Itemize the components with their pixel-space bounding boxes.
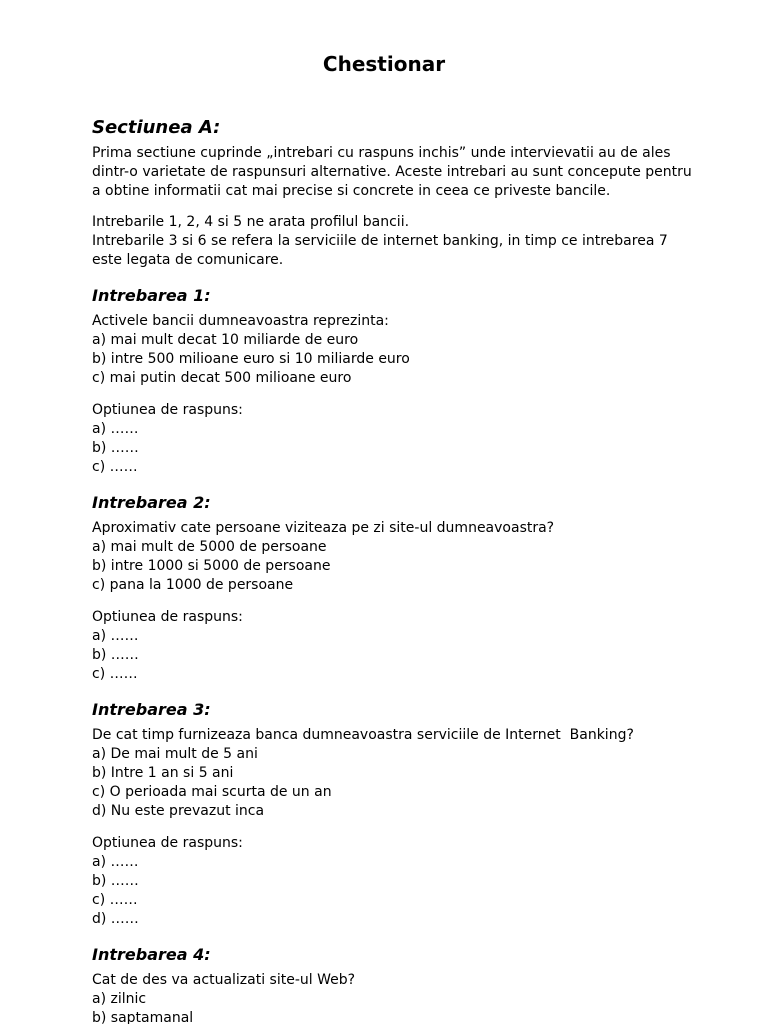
- question-3-answer-a: a) ……: [92, 854, 139, 870]
- question-3-answer-c: c) ……: [92, 892, 138, 908]
- banking-questions-line: Intrebarile 3 si 6 se refera la serviciile de internet banking, in timp ce intrebarea 7 este legata de comunicare.: [92, 233, 668, 268]
- question-2-answer: [92, 608, 692, 684]
- question-1-answer: [92, 401, 692, 477]
- question-1-answer-c: c) ……: [92, 459, 138, 475]
- question-3-answer: [92, 834, 692, 929]
- question-3-answer-d: d) ……: [92, 911, 139, 927]
- profile-questions-line: Intrebarile 1, 2, 4 si 5 ne arata profilul bancii.: [92, 214, 410, 230]
- section-a-heading: Sectiunea A:: [92, 117, 221, 138]
- question-2-option-c: c) pana la 1000 de persoane: [92, 577, 294, 593]
- question-1-option-c: c) mai putin decat 500 milioane euro: [92, 370, 352, 386]
- question-3-answer-label: Optiunea de raspuns:: [92, 835, 243, 851]
- document-title: Chestionar: [322, 52, 446, 76]
- question-1-answer-b: b) ……: [92, 440, 139, 456]
- question-3-heading: Intrebarea 3:: [92, 700, 211, 719]
- question-4-prompt: Cat de des va actualizati site-ul Web?: [92, 972, 356, 988]
- question-3-option-d: d) Nu este prevazut inca: [92, 803, 265, 819]
- question-3-prompt: De cat timp furnizeaza banca dumneavoastra serviciile de Internet Banking?: [92, 727, 634, 743]
- question-1-prompt: Activele bancii dumneavoastra reprezinta:: [92, 313, 389, 329]
- question-4-option-b: b) saptamanal: [92, 1010, 194, 1024]
- document-body: [92, 117, 692, 1024]
- question-1-answer-label: Optiunea de raspuns:: [92, 402, 243, 418]
- question-3-option-b: b) Intre 1 an si 5 ani: [92, 765, 234, 781]
- question-2-prompt: Aproximativ cate persoane viziteaza pe zi site-ul dumneavoastra?: [92, 520, 555, 536]
- question-3-option-a: a) De mai mult de 5 ani: [92, 746, 258, 762]
- question-4-option-a: a) zilnic: [92, 991, 147, 1007]
- question-1-body: [92, 312, 692, 388]
- section-a-profile-paragraph: [92, 213, 692, 270]
- section-a-intro-paragraph: Prima sectiune cuprinde „intrebari cu raspuns inchis” unde intervievatii au de ales dintr-o varietate de raspunsuri alternative. Aceste intrebari au sunt concepute pentru a obtine informatii cat mai precise si concrete in ceea ce priveste bancile.: [92, 145, 692, 199]
- question-1-heading: Intrebarea 1:: [92, 286, 211, 305]
- question-2-answer-c: c) ……: [92, 666, 138, 682]
- question-1-option-b: b) intre 500 milioane euro si 10 miliarde euro: [92, 351, 410, 367]
- question-4-body: [92, 971, 692, 1024]
- question-2-option-b: b) intre 1000 si 5000 de persoane: [92, 558, 331, 574]
- question-1-answer-a: a) ……: [92, 421, 139, 437]
- question-2-body: [92, 519, 692, 595]
- question-3-body: [92, 726, 692, 821]
- question-2-answer-label: Optiunea de raspuns:: [92, 609, 243, 625]
- question-2-heading: Intrebarea 2:: [92, 493, 211, 512]
- question-4-heading: Intrebarea 4:: [92, 945, 211, 964]
- question-3-answer-b: b) ……: [92, 873, 139, 889]
- question-2-answer-b: b) ……: [92, 647, 139, 663]
- question-1-option-a: a) mai mult decat 10 miliarde de euro: [92, 332, 359, 348]
- question-2-answer-a: a) ……: [92, 628, 139, 644]
- question-3-option-c: c) O perioada mai scurta de un an: [92, 784, 332, 800]
- question-2-option-a: a) mai mult de 5000 de persoane: [92, 539, 327, 555]
